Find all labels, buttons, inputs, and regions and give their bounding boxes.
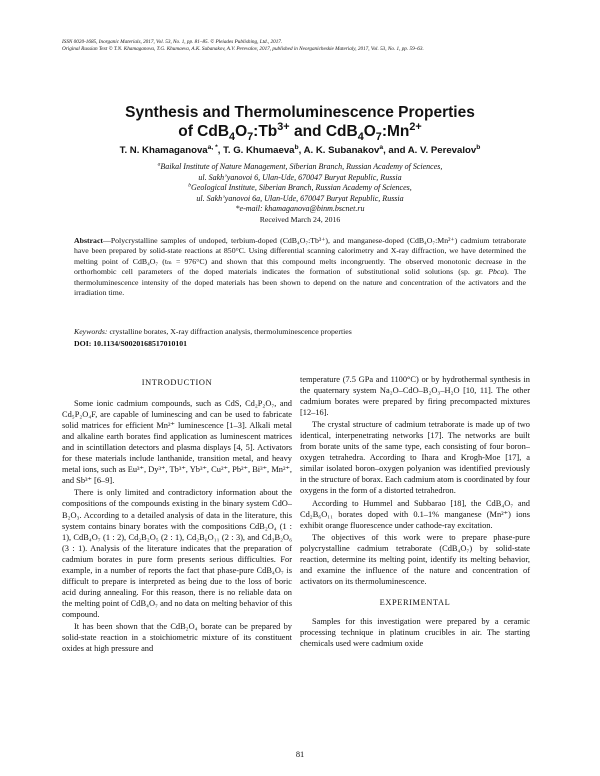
intro-paragraph-1: Some ionic cadmium compounds, such as CdS, Cd₂P₂O₇, and Cd₅P₂O₄F, are capable of luminescing and can be used to fabricate solid matrices for efficient Mn²⁺ luminescence [1–3]. Alkali metal and alkaline earth borates find application as luminescent matrices and in scintillation detectors and plasma displays [4, 5]. Activators for these materials include lanthanide, transition metal, and heavy metal ions, such as Eu³⁺, Dy³⁺, Tb³⁺, Yb³⁺, Cu²⁺, Pb²⁺, Bi³⁺, Mn²⁺, and Sb³⁺ [6–9]. xyxy=(62,399,292,486)
author-list: T. N. Khamaganova$^{a, *}$, T. G. Khumaeva$^b$, A. K. Subanakov$^a$, and A. V. Perevalov$^b$ xyxy=(119,143,481,156)
paper-title-line-1: Synthesis and Thermoluminescence Properties xyxy=(125,104,475,121)
doi: DOI: 10.1134/S0020168517010101 xyxy=(74,339,188,348)
keywords: Keywords: crystalline borates, X-ray diffraction analysis, thermoluminescence properties xyxy=(74,327,352,336)
journal-header-line-2: Original Russian Text © T.N. Khamaganova, T.G. Khumaeva, A.K. Subanakov, A.V. Perevalov, 2017, published in Neorganicheskie Materialy, 2017, Vol. 53, No. 1, pp. 59–63. xyxy=(62,46,424,52)
right-column xyxy=(300,374,530,649)
left-column xyxy=(62,374,292,654)
intro-paragraph-5: According to Hummel and Subbarao [18], the CdB₄O₇ and Cd₂B₆O₁₁ borates doped with 0.1–1% manganese (Mn²⁺) ions exhibit orange fluorescence under cathode-ray excitation. xyxy=(300,498,530,530)
affiliation-b-line-2: ul. Sakh’yanovoi 6a, Ulan-Ude, 670047 Buryat Republic, Russia xyxy=(196,193,404,203)
affiliation-b-line-1: $^b$Geological Institute, Siberian Branch, Russian Academy of Sciences, xyxy=(188,182,412,192)
intro-paragraph-6: The objectives of this work were to prepare phase-pure polycrystalline cadmium tetraborate (CdB₄O₇) by solid-state reaction, determine its melting point, identify its melting behavior, and examine the influence of the nature and concentration of activators on its thermoluminescence. xyxy=(300,532,530,586)
intro-paragraph-3: It has been shown that the CdB₂O₄ borate can be prepared by solid-state reaction in a stoichiometric mixture of its constituent oxides at high pressure and xyxy=(62,621,292,654)
abstract: Abstract—Polycrystalline samples of undoped, terbium-doped (CdB₄O₇:Tb³⁺), and manganese-doped (CdB₄O₇:Mn²⁺) cadmium tetraborate have been prepared by solid-state reactions at 850°C. Using differential scanning calorimetry and X-ray diffraction, we have determined the melting point of CdB₄O₇ (tₘ = 976°C) and shown that this compound melts incongruently. The observed monotonic decrease in the orthorhombic cell parameters of the doped materials indicates the formation of substitutional solid solutions (sp. gr. Pbca). The thermoluminescence intensity of the doped materials has been shown to depend on the nature and concentration of the activators and the irradiation time. xyxy=(74,236,527,298)
experimental-paragraph-1: Samples for this investigation were prepared by a ceramic processing technique in platinum crucibles in air. The starting chemicals used were cadmium oxide xyxy=(300,616,530,649)
section-heading-experimental: EXPERIMENTAL xyxy=(379,597,451,607)
intro-paragraph-2: There is only limited and contradictory information about the compositions of the compounds existing in the binary system CdO–B₂O₃. According to a detailed analysis of data in the literature, this system contains binary borates with the compositions CdB₂O₄ (1 : 1), CdB₄O₇ (1 : 2), Cd₂B₂O₅ (2 : 1), Cd₂B₆O₁₁ (2 : 3), and Cd₃B₂O₆ (3 : 1). Analysis of the literature indicates that the preparation of cadmium borates in pure form presents serious difficulties. For example, in a number of reports the fact that phase-pure CdB₄O₇ is difficult to prepare is interpreted as being due to the loss of boric acid during annealing. For this reason, there is no reliable data on the melting point of CdB₄O₇ and no data on melting behavior of this compound. xyxy=(62,488,292,619)
paper-title-line-2: of $CdB_4O_7:Tb^{3+}$ and $CdB_4O_7:Mn^{2+}$ xyxy=(178,120,422,144)
affiliation-a-line-1: $^a$Baikal Institute of Nature Management, Siberian Branch, Russian Academy of Sciences, xyxy=(157,161,443,171)
author-email: *e-mail: khamaganova@binm.bscnet.ru xyxy=(235,204,365,213)
journal-header-line-1: ISSN 0020-1685, Inorganic Materials, 2017, Vol. 53, No. 1, pp. 81–85. © Pleiades Publishing, Ltd., 2017. xyxy=(62,39,283,45)
page-number: 81 xyxy=(295,750,305,759)
intro-paragraph-3-continued: temperature (7.5 GPa and 1100°C) or by hydrothermal synthesis in the quaternary system Na₂O–CdO–B₂O₃–H₂O [10, 11]. The other cadmium borates were prepared by firing precompacted mixtures [12–16]. xyxy=(300,375,530,418)
intro-paragraph-4: The crystal structure of cadmium tetraborate is made up of two identical, interpenetrating networks [17]. The networks are built from borate units of the same type, each consisting of four boron–oxygen tetrahedra. According to Ihara and Krogh-Moe [17], a similar isolated boron–oxygen polyanion was identified previously in the structure of borax. Each cadmium atom is coordinated by four oxygens in the form of a distorted tetrahedron. xyxy=(300,420,530,496)
affiliation-a-line-2: ul. Sakh’yanovoi 6, Ulan-Ude, 670047 Buryat Republic, Russia xyxy=(198,172,402,182)
received-date: Received March 24, 2016 xyxy=(259,215,341,224)
section-heading-introduction: INTRODUCTION xyxy=(141,378,213,387)
